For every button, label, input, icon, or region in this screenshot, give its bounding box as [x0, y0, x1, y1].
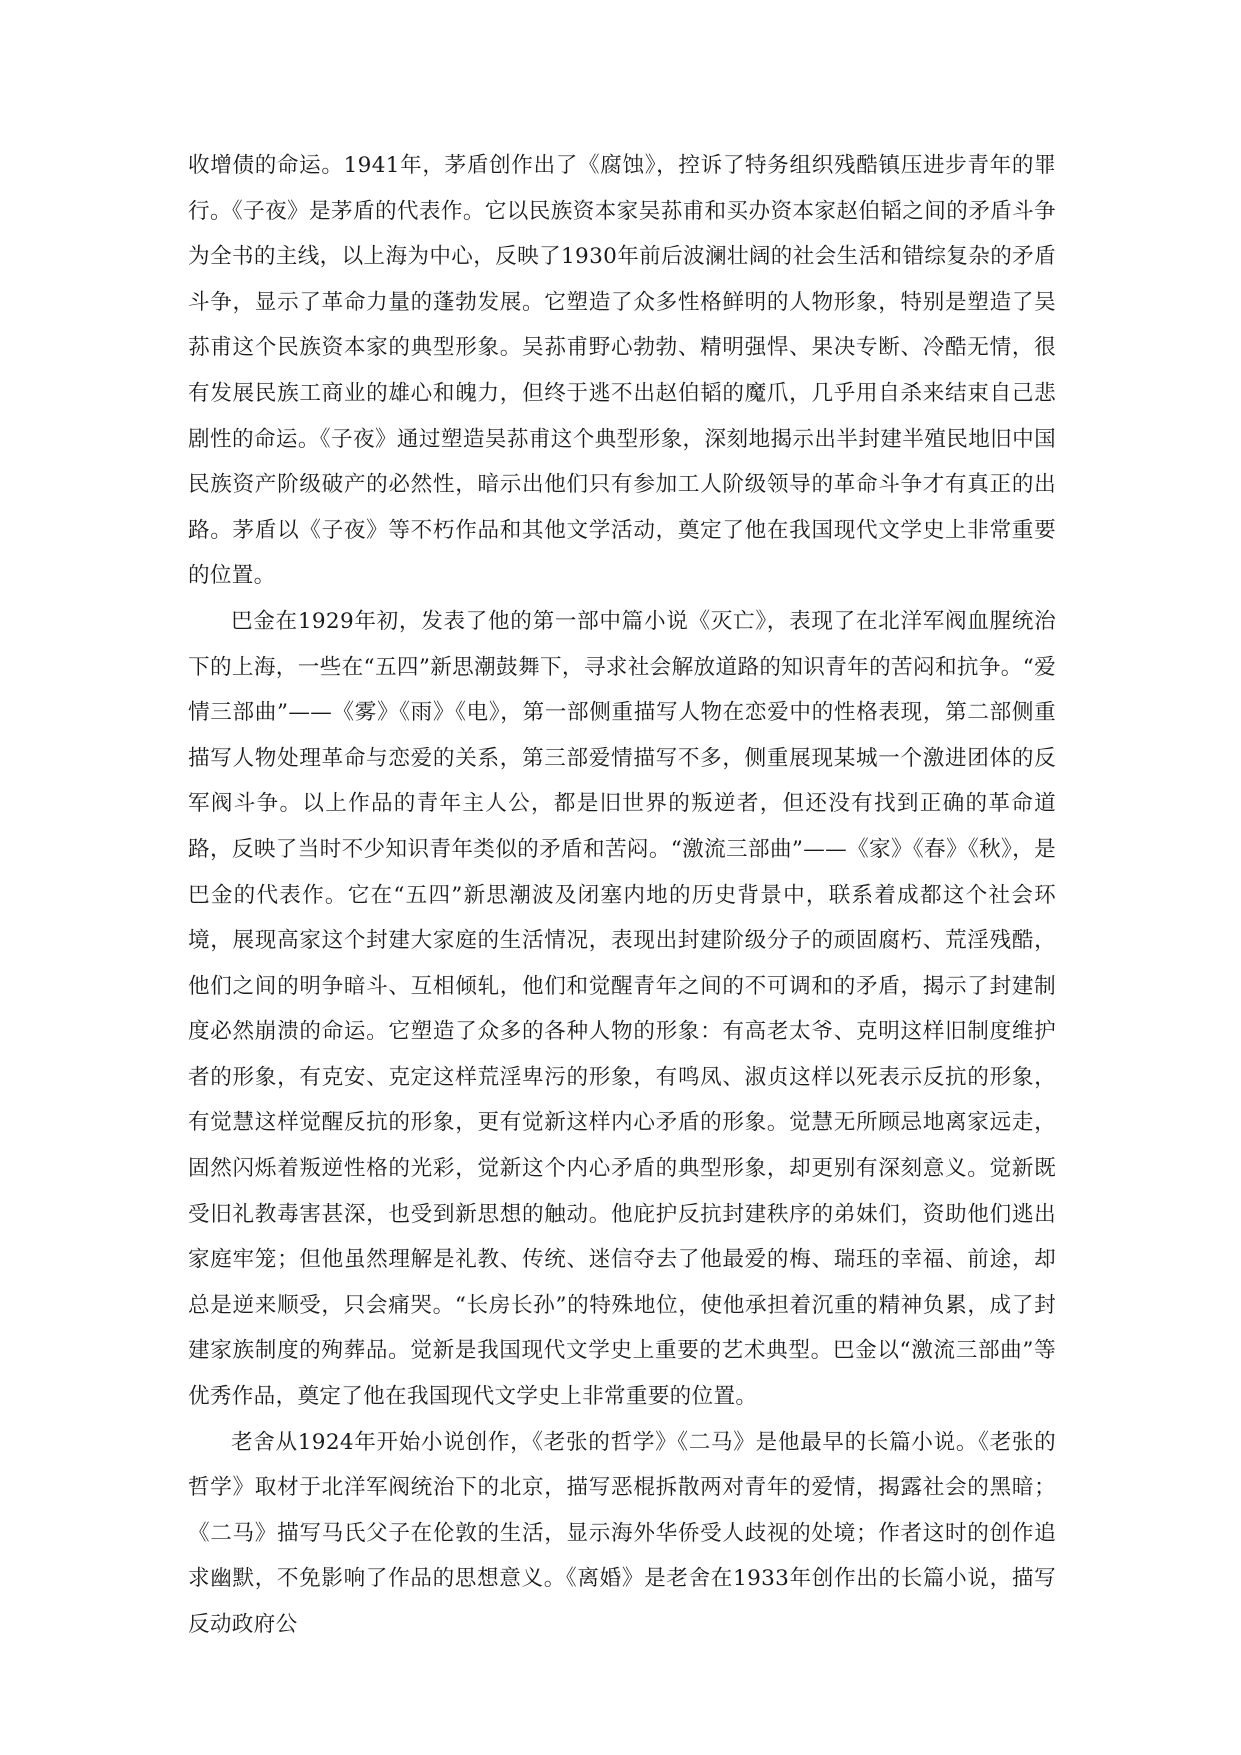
document-body: [188, 143, 1056, 1648]
paragraph-maodun-ziye: 收增债的命运。1941年，茅盾创作出了《腐蚀》，控诉了特务组织残酷镇压进步青年的罪行。《子夜》是茅盾的代表作。它以民族资本家吴荪甫和买办资本家赵伯韬之间的矛盾斗争为全书的主线，以上海为中心，反映了1930年前后波澜壮阔的社会生活和错综复杂的矛盾斗争，显示了革命力量的蓬勃发展。它塑造了众多性格鲜明的人物形象，特别是塑造了吴荪甫这个民族资本家的典型形象。吴荪甫野心勃勃、精明强悍、果决专断、冷酷无情，很有发展民族工商业的雄心和魄力，但终于逃不出赵伯韬的魔爪，几乎用自杀来结束自己悲剧性的命运。《子夜》通过塑造吴荪甫这个典型形象，深刻地揭示出半封建半殖民地旧中国民族资产阶级破产的必然性，暗示出他们只有参加工人阶级领导的革命斗争才有真正的出路。茅盾以《子夜》等不朽作品和其他文学活动，奠定了他在我国现代文学史上非常重要的位置。: [188, 153, 1056, 589]
paragraph-laoshe: 老舍从1924年开始小说创作，《老张的哲学》《二马》是他最早的长篇小说。《老张的哲学》取材于北洋军阀统治下的北京，描写恶棍拆散两对青年的爱情，揭露社会的黑暗；《二马》描写马氏父子在伦敦的生活，显示海外华侨受人歧视的处境；作者这时的创作追求幽默，不免影响了作品的思想意义。《离婚》是老舍在1933年创作出的长篇小说，描写反动政府公: [188, 1429, 1056, 1637]
paragraph-bajin-jiliu: 巴金在1929年初，发表了他的第一部中篇小说《灭亡》，表现了在北洋军阀血腥统治下的上海，一些在“五四”新思潮鼓舞下，寻求社会解放道路的知识青年的苦闷和抗争。“爱情三部曲”——《雾》《雨》《电》，第一部侧重描写人物在恋爱中的性格表现，第二部侧重描写人物处理革命与恋爱的关系，第三部爱情描写不多，侧重展现某城一个激进团体的反军阀斗争。以上作品的青年主人公，都是旧世界的叛逆者，但还没有找到正确的革命道路，反映了当时不少知识青年类似的矛盾和苦闷。“激流三部曲”——《家》《春》《秋》，是巴金的代表作。它在“五四”新思潮波及闭塞内地的历史背景中，联系着成都这个社会环境，展现高家这个封建大家庭的生活情况，表现出封建阶级分子的顽固腐朽、荒淫残酷，他们之间的明争暗斗、互相倾轧，他们和觉醒青年之间的不可调和的矛盾，揭示了封建制度必然崩溃的命运。它塑造了众多的各种人物的形象：有高老太爷、克明这样旧制度维护者的形象，有克安、克定这样荒淫卑污的形象，有鸣凤、淑贞这样以死表示反抗的形象，有觉慧这样觉醒反抗的形象，更有觉新这样内心矛盾的形象。觉慧无所顾忌地离家远走，固然闪烁着叛逆性格的光彩，觉新这个内心矛盾的典型形象，却更别有深刻意义。觉新既受旧礼教毒害甚深，也受到新思想的触动。他庇护反抗封建秩序的弟妹们，资助他们逃出家庭牢笼；但他虽然理解是礼教、传统、迷信夺去了他最爱的梅、瑞珏的幸福、前途，却总是逆来顺受，只会痛哭。“长房长孙”的特殊地位，使他承担着沉重的精神负累，成了封建家族制度的殉葬品。觉新是我国现代文学史上重要的艺术典型。巴金以“激流三部曲”等优秀作品，奠定了他在我国现代文学史上非常重要的位置。: [188, 608, 1056, 1410]
